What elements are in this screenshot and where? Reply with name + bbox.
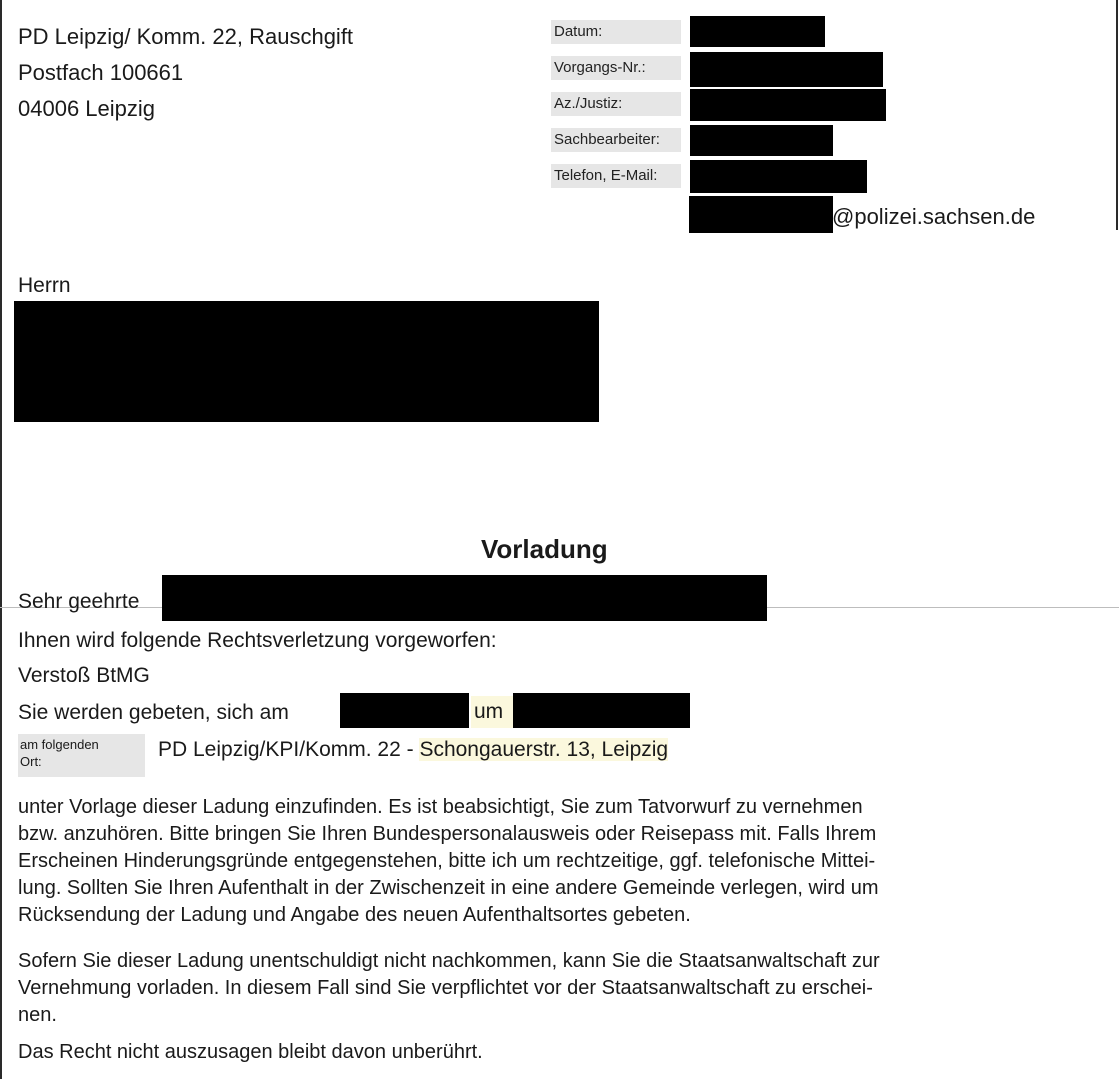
az-label: Az./Justiz:: [551, 92, 681, 116]
email-domain: @polizei.sachsen.de: [832, 204, 1036, 229]
para3-line-1: Das Recht nicht auszusagen bleibt davon unberührt.: [18, 1041, 483, 1063]
sachbearbeiter-redaction: [690, 125, 833, 156]
datum-redaction: [690, 16, 825, 47]
telefon-redaction: [690, 160, 867, 193]
sender-line-3: 04006 Leipzig: [18, 96, 156, 121]
vorgang-label: Vorgangs-Nr.:: [551, 56, 681, 80]
location-part-2: Schongauerstr. 13, Leipzig: [419, 738, 669, 761]
para2-line-1: Sofern Sie dieser Ladung unentschuldigt nicht nachkommen, kann Sie die Staatsanwaltschaft zur: [18, 950, 880, 972]
ort-label-line-2: Ort:: [20, 754, 42, 769]
request-start: Sie werden gebeten, sich am: [18, 701, 289, 724]
sender-address: [18, 19, 353, 127]
document-title: Vorladung: [481, 534, 608, 564]
vorgang-redaction: [690, 52, 883, 87]
sender-line-2: Postfach 100661: [18, 60, 184, 85]
paragraph-consequences: [18, 948, 1098, 1029]
ort-label-line-1: am folgenden: [20, 737, 99, 752]
para1-line-1: unter Vorlage dieser Ladung einzufinden. Es ist beabsichtigt, Sie zum Tatvorwurf zu vernehmen: [18, 796, 863, 818]
recipient-salutation: Herrn: [18, 274, 71, 297]
greeting-name-redaction: [162, 575, 767, 621]
telefon-label: Telefon, E-Mail:: [551, 164, 681, 188]
para1-line-2: bzw. anzuhören. Bitte bringen Sie Ihren Bundespersonalausweis oder Reisepass mit. Falls Ihrem: [18, 823, 877, 845]
location-part-1: PD Leipzig/KPI/Komm. 22 -: [158, 738, 420, 761]
scan-edge-right: [1116, 0, 1118, 230]
accusation: Verstoß BtMG: [18, 664, 150, 687]
az-redaction: [690, 89, 886, 121]
sender-line-1: PD Leipzig/ Komm. 22, Rauschgift: [18, 24, 354, 49]
greeting: Sehr geehrte: [18, 590, 140, 613]
paragraph-instructions: [18, 794, 1098, 929]
para2-line-3: nen.: [18, 1004, 57, 1026]
accusation-intro: Ihnen wird folgende Rechtsverletzung vorgeworfen:: [18, 629, 497, 652]
email-redaction: [689, 196, 833, 233]
paragraph-rights: [18, 1039, 1098, 1066]
para1-line-4: lung. Sollten Sie Ihren Aufenthalt in der Zwischenzeit in eine andere Gemeinde verlegen, wird um: [18, 877, 879, 899]
para2-line-2: Vernehmung vorladen. In diesem Fall sind Sie verpflichtet vor der Staatsanwaltschaft zu erschei-: [18, 977, 873, 999]
time-redaction: [513, 693, 690, 728]
para1-line-3: Erscheinen Hinderungsgründe entgegenstehen, bitte ich um rechtzeitige, ggf. telefonische Mittei-: [18, 850, 876, 872]
sachbearbeiter-label: Sachbearbeiter:: [551, 128, 681, 152]
ort-label: [18, 734, 145, 777]
location-text: [158, 735, 668, 765]
scan-edge-left: [0, 0, 2, 1079]
datum-label: Datum:: [551, 20, 681, 44]
recipient-address-redaction: [14, 301, 599, 422]
request-um: um: [471, 696, 513, 728]
para1-line-5: Rücksendung der Ladung und Angabe des neuen Aufenthaltsortes gebeten.: [18, 904, 691, 926]
date-redaction: [340, 693, 469, 728]
